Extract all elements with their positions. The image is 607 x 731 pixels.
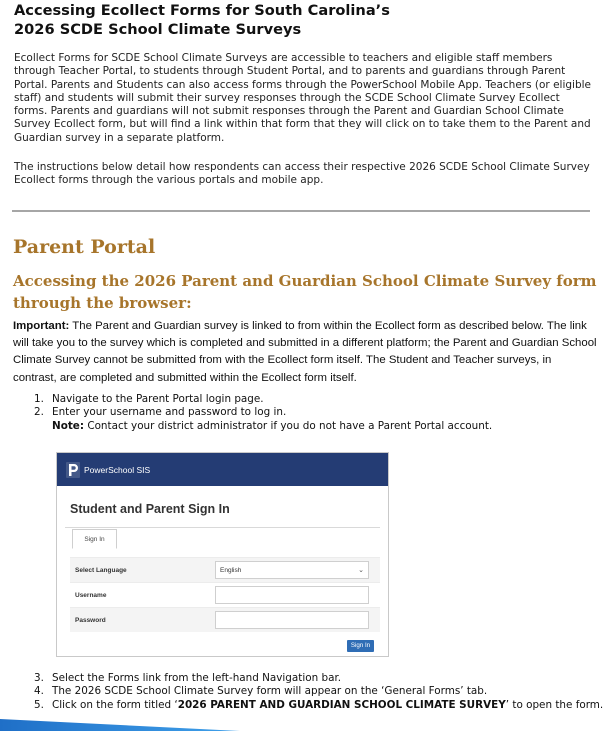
intro-paragraph-2: The instructions below detail how respondents can access their respective 2026 SCDE School Climate Survey Ecollect forms through the various portals and mobile app. bbox=[14, 161, 590, 187]
username-input[interactable] bbox=[215, 586, 369, 604]
step-item bbox=[34, 406, 594, 419]
document-title-line-1: Accessing Ecollect Forms for South Carolina’s bbox=[14, 2, 390, 19]
signin-form bbox=[70, 557, 380, 632]
password-label: Password bbox=[75, 616, 106, 624]
tab-sign-in[interactable]: Sign In bbox=[72, 529, 117, 549]
sign-in-button[interactable]: Sign In bbox=[347, 640, 374, 652]
form-title-bold: 2026 PARENT AND GUARDIAN SCHOOL CLIMATE SURVEY bbox=[177, 698, 506, 711]
step-item bbox=[34, 685, 600, 698]
powerschool-logo-icon bbox=[66, 462, 80, 478]
note-text: Contact your district administrator if you do not have a Parent Portal account. bbox=[84, 419, 493, 432]
username-row bbox=[70, 582, 380, 607]
document-title bbox=[14, 1, 390, 39]
step-number: 1. bbox=[34, 393, 44, 405]
password-input[interactable] bbox=[215, 611, 369, 629]
chevron-down-icon: ⌄ bbox=[358, 567, 364, 574]
important-label: Important: bbox=[13, 320, 70, 332]
corner-accent-shape bbox=[0, 698, 240, 731]
document-title-line-2: 2026 SCDE School Climate Surveys bbox=[14, 21, 302, 38]
step-text: Select the Forms link from the left-hand Navigation bar. bbox=[52, 672, 342, 684]
section-title: Parent Portal bbox=[13, 236, 156, 258]
language-value: English bbox=[220, 566, 242, 574]
powerschool-brand: PowerSchool SIS bbox=[84, 464, 151, 475]
step-text: The 2026 SCDE School Climate Survey form will appear on the ‘General Forms’ tab. bbox=[52, 685, 488, 698]
language-row bbox=[70, 557, 380, 582]
step-note bbox=[34, 420, 594, 433]
step-text: Enter your username and password to log in. bbox=[52, 406, 287, 419]
step-number: 4. bbox=[34, 685, 44, 698]
step-item bbox=[34, 393, 594, 406]
note-label: Note: bbox=[52, 419, 85, 432]
powerschool-signin-screenshot bbox=[56, 452, 389, 657]
signin-title: Student and Parent Sign In bbox=[70, 502, 230, 516]
language-label: Select Language bbox=[75, 566, 127, 574]
step-number: 2. bbox=[34, 406, 44, 419]
important-note bbox=[13, 318, 598, 387]
steps-list-1 bbox=[34, 393, 594, 433]
signin-divider bbox=[65, 527, 380, 528]
powerschool-header bbox=[57, 453, 388, 486]
section-divider bbox=[12, 210, 590, 212]
step-text: Navigate to the Parent Portal login page. bbox=[52, 393, 264, 405]
step-number: 5. bbox=[34, 698, 44, 711]
language-select[interactable] bbox=[215, 561, 369, 579]
password-row bbox=[70, 607, 380, 632]
step-item bbox=[34, 672, 600, 685]
intro-section bbox=[14, 52, 596, 145]
important-text: The Parent and Guardian survey is linked to from within the Ecollect form as described below. The link will take you to the survey which is completed and submitted in a different platform; the Parent and Guardian School Climate Survey cannot be submitted from with the Ecollect form itself. The Student and Teacher surveys, in contrast, are completed and submitted within the Ecollect form itself. bbox=[13, 320, 597, 384]
intro-paragraph-1: Ecollect Forms for SCDE School Climate Surveys are accessible to teachers and eligible staff members through Teacher Portal, to students through Student Portal, and to parents and guardians through Parent Portal. Parents and Students can also access forms through the PowerSchool Mobile App. Teachers (or eligible staff) and students will submit their survey responses through the SCDE School Climate Survey Ecollect forms. Parents and guardians will not submit responses through the Parent and Guardian School Climate Survey Ecollect form, but will find a link within that form that they will click on to take them to the Parent and Guardian survey in a separate platform. bbox=[14, 52, 591, 144]
step-text-after: ’ to open the form. bbox=[505, 698, 604, 711]
step-text-before: Click on the form titled ‘ bbox=[52, 698, 178, 711]
step-number: 3. bbox=[34, 672, 44, 684]
subsection-title: Accessing the 2026 Parent and Guardian School Climate Survey form through the browser: bbox=[13, 272, 597, 312]
username-label: Username bbox=[75, 591, 107, 599]
